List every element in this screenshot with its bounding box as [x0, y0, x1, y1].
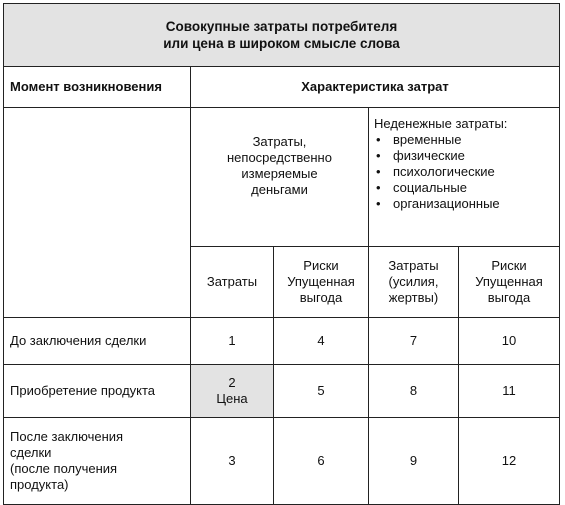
table-row: [4, 418, 560, 505]
empty-corner-cell: [4, 108, 191, 318]
table-cell: 4: [274, 318, 369, 365]
subheader-line: Упущенная: [287, 274, 355, 289]
consumer-costs-table: [3, 3, 560, 505]
nonmonetary-list: [374, 132, 555, 212]
monetary-line: Затраты,: [252, 134, 307, 149]
price-cell: [191, 365, 274, 418]
monetary-line: деньгами: [251, 182, 308, 197]
table-cell: 9: [369, 418, 459, 505]
header-characteristic: Характеристика затрат: [191, 67, 560, 108]
row-label: Приобретение продукта: [4, 365, 191, 418]
table-cell: 5: [274, 365, 369, 418]
table-cell: 6: [274, 418, 369, 505]
table-cell: 11: [459, 365, 560, 418]
table-title: [4, 4, 560, 67]
row-label-line: (после получения: [10, 461, 118, 476]
subheader-line: выгода: [487, 290, 531, 305]
row-label-line: После заключения: [10, 429, 124, 444]
subheader-costs: [191, 247, 274, 318]
subheader-line: Затраты: [388, 258, 439, 273]
list-item: • социальные: [374, 180, 555, 196]
table-cell: 12: [459, 418, 560, 505]
table-row: [4, 318, 560, 365]
table-cell: 10: [459, 318, 560, 365]
cell-number: 2: [228, 375, 236, 390]
row-label: [4, 418, 191, 505]
price-note: Цена: [216, 391, 248, 406]
nonmonetary-costs-header: [369, 108, 560, 247]
monetary-line: измеряемые: [241, 166, 318, 181]
table-row: [4, 365, 560, 418]
title-line: Совокупные затраты потребителя: [165, 19, 398, 34]
header-moment: Момент возникновения: [4, 67, 191, 108]
monetary-line: непосредственно: [227, 150, 332, 165]
table-cell: 7: [369, 318, 459, 365]
subheader-line: выгода: [299, 290, 343, 305]
subheader-efforts: [369, 247, 459, 318]
row-label-line: сделки: [10, 445, 52, 460]
table-cell: 3: [191, 418, 274, 505]
nonmonetary-label: Неденежные затраты:: [374, 116, 508, 131]
table-cell: 1: [191, 318, 274, 365]
list-item: • временные: [374, 132, 555, 148]
title-line: или цена в широком смысле слова: [163, 36, 400, 51]
subheader-line: Затраты: [206, 274, 258, 289]
list-item: • физические: [374, 148, 555, 164]
subheader-risks: [274, 247, 369, 318]
row-label-line: продукта): [10, 477, 69, 492]
subheader-risks: [459, 247, 560, 318]
monetary-costs-header: [191, 108, 369, 247]
subheader-line: Риски: [491, 258, 527, 273]
subheader-line: (усилия,: [388, 274, 439, 289]
subheader-line: жертвы): [388, 290, 439, 305]
subheader-line: Упущенная: [475, 274, 543, 289]
subheader-line: Риски: [303, 258, 339, 273]
row-label: До заключения сделки: [4, 318, 191, 365]
list-item: • организационные: [374, 196, 555, 212]
table-cell: 8: [369, 365, 459, 418]
list-item: • психологические: [374, 164, 555, 180]
